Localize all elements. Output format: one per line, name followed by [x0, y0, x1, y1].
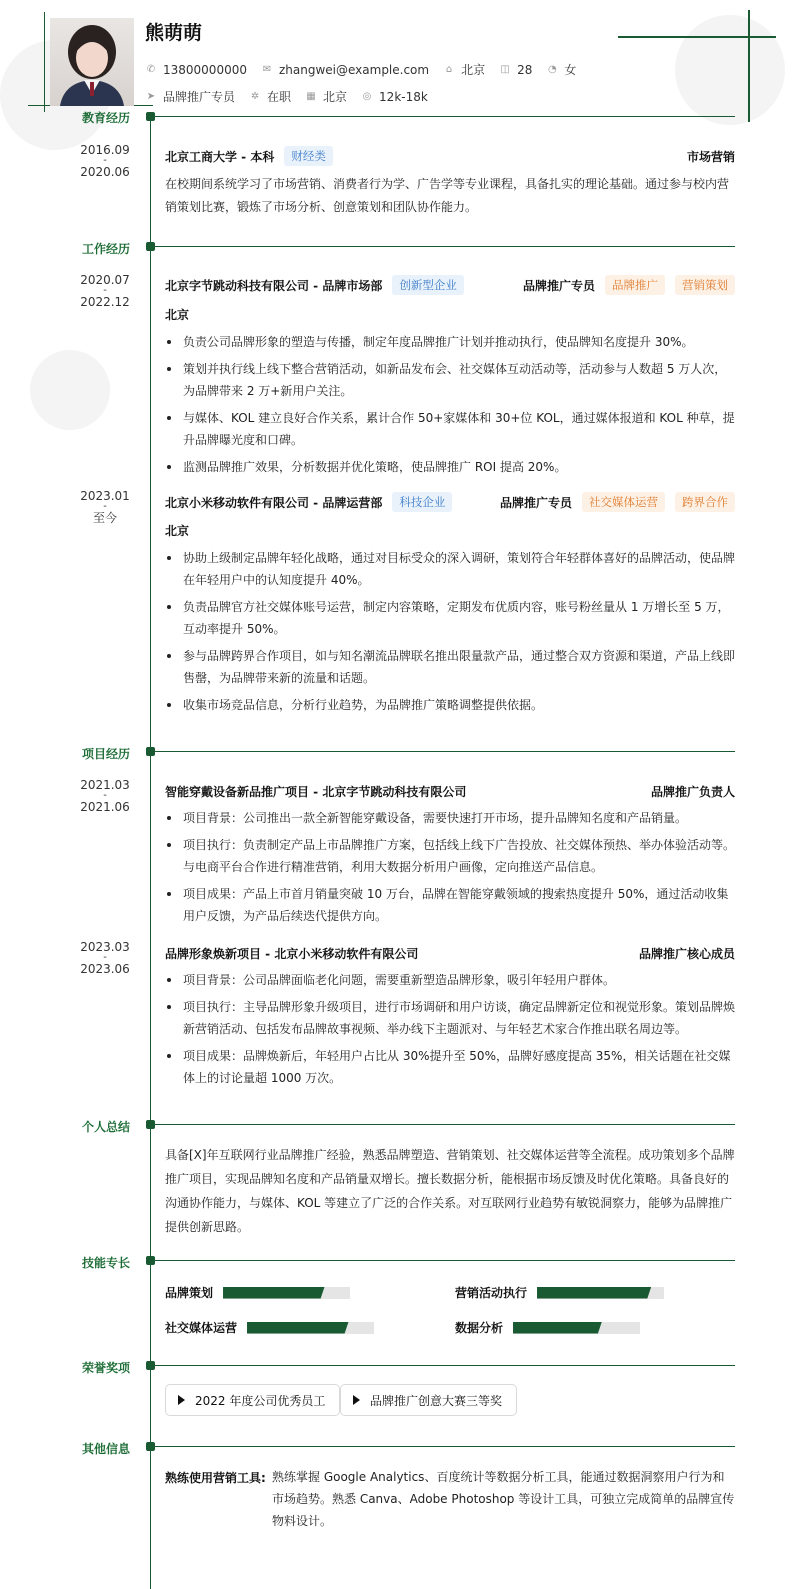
skill-4-name: 数据分析 [455, 1321, 504, 1335]
phone-icon: ✆ [146, 64, 156, 75]
section-line-other [155, 1446, 735, 1447]
email-text: zhangwei@example.com [278, 62, 430, 77]
play-icon [178, 1395, 185, 1405]
project-1-header [165, 783, 735, 800]
work-2-company-tag: 科技企业 [392, 492, 452, 512]
work-1-skill-tag-2: 营销策划 [675, 275, 735, 295]
project-1-role: 品牌推广负责人 [650, 785, 735, 799]
decor-circle-right [675, 15, 785, 125]
gender-icon: ◔ [548, 64, 557, 75]
salary-item [361, 90, 428, 104]
list-item: 负责公司品牌形象的塑造与传播，制定年度品牌推广计划并推动执行，使品牌知名度提升 30%。 [165, 331, 735, 353]
work-2-skill-tag-2: 跨界合作 [675, 492, 735, 512]
work-1-date-dash: - [103, 285, 107, 296]
project-2-header [165, 945, 735, 962]
candidate-name: 熊萌萌 [145, 22, 203, 44]
work-1-skill-tag-1: 品牌推广 [605, 275, 665, 295]
skill-2-name: 营销活动执行 [455, 1286, 528, 1300]
other-text: 熟练掌握 Google Analytics、百度统计等数据分析工具，能通过数据洞察用户行为和市场趋势。熟悉 Canva、Adobe Photoshop 等设计工具，可独立完成简单的品牌宣传物料设计。 [272, 1470, 735, 1528]
skill-3-fill [247, 1322, 349, 1334]
salary-icon: ◎ [362, 91, 372, 102]
award-chip-2 [340, 1384, 517, 1416]
work-1-date-end: 2022.12 [80, 295, 130, 309]
gender-text: 女 [564, 63, 577, 77]
decor-circle-mid [30, 350, 110, 430]
work-2-date-end: 至今 [92, 511, 117, 525]
section-title-education: 教育经历 [82, 111, 131, 125]
skill-4-fill [513, 1322, 602, 1334]
status-item [249, 88, 291, 105]
decor-line-h-top [618, 36, 776, 38]
list-item: 监测品牌推广效果，分析数据并优化策略，使品牌推广 ROI 提高 20%。 [165, 456, 735, 478]
list-item: 协助上级制定品牌年轻化战略，通过对目标受众的深入调研，策划符合年轻群体喜好的品牌活动，使品牌在年轻用户中的认知度提升 40%。 [165, 547, 735, 591]
section-title-projects: 项目经历 [82, 747, 131, 761]
section-line-skills [155, 1260, 735, 1261]
work-2-date [60, 490, 150, 524]
edu-date-end: 2020.06 [80, 165, 130, 179]
contact-row [145, 61, 590, 78]
skill-2 [455, 1284, 664, 1301]
section-title-work: 工作经历 [82, 242, 131, 256]
section-dot-awards [146, 1361, 155, 1370]
section-dot-skills [146, 1256, 155, 1265]
project-2-date-start: 2023.03 [80, 940, 130, 954]
project-1-bullets [165, 807, 735, 932]
work-1-company-tag: 创新型企业 [392, 275, 464, 295]
salary-text: 12k-18k [379, 89, 428, 104]
city-item [443, 61, 485, 78]
work-1-right [523, 275, 735, 295]
work-1-date [60, 274, 150, 308]
section-line-summary [155, 1124, 735, 1125]
list-item: 项目背景：公司推出一款全新智能穿戴设备，需要快速打开市场，提升品牌知名度和产品销量。 [165, 807, 735, 829]
mail-icon: ✉ [262, 64, 272, 75]
edu-description: 在校期间系统学习了市场营销、消费者行为学、广告学等专业课程，具备扎实的理论基础。通过参与校内营销策划比赛，锻炼了市场分析、创意策划和团队协作能力。 [165, 177, 730, 214]
skill-4-bar [513, 1322, 640, 1334]
edu-tag: 财经类 [284, 146, 333, 166]
list-item: 收集市场竞品信息，分析行业趋势，为品牌推广策略调整提供依据。 [165, 694, 735, 716]
edu-header [165, 146, 735, 166]
work-1-header [165, 275, 735, 295]
cake-icon: ◫ [500, 64, 510, 75]
skill-3-bar [247, 1322, 374, 1334]
list-item: 项目成果：产品上市首月销量突破 10 万台，品牌在智能穿戴领域的搜索热度提升 50%，通过活动收集用户反馈，为产品后续迭代提供方向。 [165, 883, 735, 927]
summary-text: 具备[X]年互联网行业品牌推广经验，熟悉品牌塑造、营销策划、社交媒体运营等全流程。成功策划多个品牌推广项目，实现品牌知名度和产品销量双增长。擅长数据分析，能根据市场反馈及时优化策略。具备良好的沟通协作能力，与媒体、KOL 等建立了广泛的合作关系。对互联网行业趋势有敏锐洞察力，能够为品牌推广提供创新思路。 [165, 1148, 735, 1234]
work-2-company: 北京小米移动软件有限公司 - 品牌运营部 [165, 495, 383, 510]
skill-1-name: 品牌策划 [165, 1286, 214, 1300]
work-1-city: 北京 [165, 308, 190, 322]
work-1-role: 品牌推广专员 [522, 278, 595, 293]
section-line-work [155, 246, 735, 247]
skill-2-bar [537, 1287, 664, 1299]
list-item: 项目成果：品牌焕新后，年轻用户占比从 30%提升至 50%，品牌好感度提高 35%，相关话题在社交媒体上的讨论量超 1000 万次。 [165, 1045, 735, 1089]
skill-1-bar [223, 1287, 350, 1299]
email-item [261, 63, 429, 77]
edu-date-dash: - [103, 155, 107, 166]
project-2-role: 品牌推广核心成员 [638, 947, 735, 961]
section-title-awards: 荣誉奖项 [82, 1361, 131, 1375]
age-item [499, 63, 532, 77]
project-2-date-dash: - [103, 952, 107, 963]
edu-major: 市场营销 [686, 149, 735, 164]
work-2-date-dash: - [103, 501, 107, 512]
list-item: 项目执行：主导品牌形象升级项目，进行市场调研和用户访谈，确定品牌新定位和视觉形象。策划品牌焕新营销活动、包括发布品牌故事视频、举办线下主题派对、与年轻艺术家合作推出联名周边等。 [165, 996, 735, 1040]
skill-1 [165, 1284, 350, 1301]
skill-4 [455, 1319, 640, 1336]
award-2-text: 品牌推广创意大赛三等奖 [370, 1393, 503, 1408]
other-label: 熟练使用营销工具: [165, 1471, 266, 1485]
project-2-title: 品牌形象焕新项目 - 北京小米移动软件有限公司 [165, 947, 419, 961]
list-item: 项目执行：负责制定产品上市品牌推广方案，包括线上线下广告投放、社交媒体预热、举办体验活动等。与电商平台合作进行精准营销，利用大数据分析用户画像，定向推送产品信息。 [165, 834, 735, 878]
work-2-skill-tag-1: 社交媒体运营 [582, 492, 665, 512]
list-item: 项目背景：公司品牌面临老化问题，需要重新塑造品牌形象，吸引年轻用户群体。 [165, 969, 735, 991]
edu-date [60, 144, 150, 178]
list-item: 参与品牌跨界合作项目，如与知名潮流品牌联名推出限量款产品，通过整合双方资源和渠道，产品上线即售罄，为品牌带来新的流量和话题。 [165, 645, 735, 689]
gender-item [546, 61, 576, 78]
project-2-bullets [165, 969, 735, 1094]
work-2-right [500, 492, 735, 512]
project-1-date-start: 2021.03 [80, 778, 130, 792]
section-line-projects [155, 751, 735, 752]
job-item [145, 88, 235, 105]
list-item: 与媒体、KOL 建立良好合作关系，累计合作 50+家媒体和 30+位 KOL，通过媒体报道和 KOL 种草，提升品牌曝光度和口碑。 [165, 407, 735, 451]
target-city-text: 北京 [323, 90, 348, 104]
skill-1-fill [223, 1287, 325, 1299]
skill-3 [165, 1319, 374, 1336]
section-dot-summary [146, 1120, 155, 1129]
job-text: 品牌推广专员 [163, 90, 236, 104]
target-city-item [305, 88, 347, 105]
job-row [145, 88, 442, 105]
age-text: 28 [517, 62, 533, 77]
section-dot-education [146, 112, 155, 121]
skill-3-name: 社交媒体运营 [165, 1321, 238, 1335]
section-dot-work [146, 242, 155, 251]
project-1-date-dash: - [103, 790, 107, 801]
project-1-date-end: 2021.06 [80, 800, 130, 814]
section-dot-projects [146, 747, 155, 756]
work-2-date-start: 2023.01 [80, 489, 130, 503]
phone-text: 13800000000 [163, 62, 247, 77]
section-dot-other [146, 1442, 155, 1451]
award-chip-1 [165, 1384, 340, 1416]
award-1-text: 2022 年度公司优秀员工 [195, 1393, 326, 1408]
building-icon: ▦ [306, 91, 316, 102]
send-icon: ➤ [146, 91, 156, 102]
edu-date-start: 2016.09 [80, 143, 130, 157]
work-2-header [165, 492, 735, 512]
list-item: 负责品牌官方社交媒体账号运营，制定内容策略，定期发布优质内容，账号粉丝量从 1 万增长至 5 万，互动率提升 50%。 [165, 596, 735, 640]
project-2-date-end: 2023.06 [80, 962, 130, 976]
play-icon [353, 1395, 360, 1405]
work-2-bullets [165, 547, 735, 721]
section-title-skills: 技能专长 [82, 1256, 131, 1270]
status-text: 在职 [267, 90, 292, 104]
phone-item [145, 63, 247, 77]
section-title-summary: 个人总结 [82, 1120, 131, 1134]
city-text: 北京 [461, 63, 486, 77]
project-1-title: 智能穿戴设备新品推广项目 - 北京字节跳动科技有限公司 [165, 785, 467, 799]
section-line-education [155, 116, 735, 117]
avatar-photo [50, 18, 134, 106]
edu-school: 北京工商大学 - 本科 [165, 149, 275, 164]
section-line-awards [155, 1365, 735, 1366]
project-2-date [60, 941, 150, 975]
home-icon: ⌂ [445, 64, 453, 75]
work-2-role: 品牌推广专员 [499, 495, 572, 510]
work-1-company: 北京字节跳动科技有限公司 - 品牌市场部 [165, 278, 383, 293]
section-title-other: 其他信息 [82, 1442, 131, 1456]
list-item: 策划并执行线上线下整合营销活动，如新品发布会、社交媒体互动活动等，活动参与人数超 5 万人次，为品牌带来 2 万+新用户关注。 [165, 358, 735, 402]
skill-2-fill [537, 1287, 651, 1299]
status-icon: ✲ [250, 91, 260, 102]
work-1-date-start: 2020.07 [80, 273, 130, 287]
decor-line-v-top [748, 10, 750, 122]
decor-line-v-photo [44, 12, 45, 112]
work-1-bullets [165, 331, 735, 483]
work-2-city: 北京 [165, 524, 190, 538]
project-1-date [60, 779, 150, 813]
